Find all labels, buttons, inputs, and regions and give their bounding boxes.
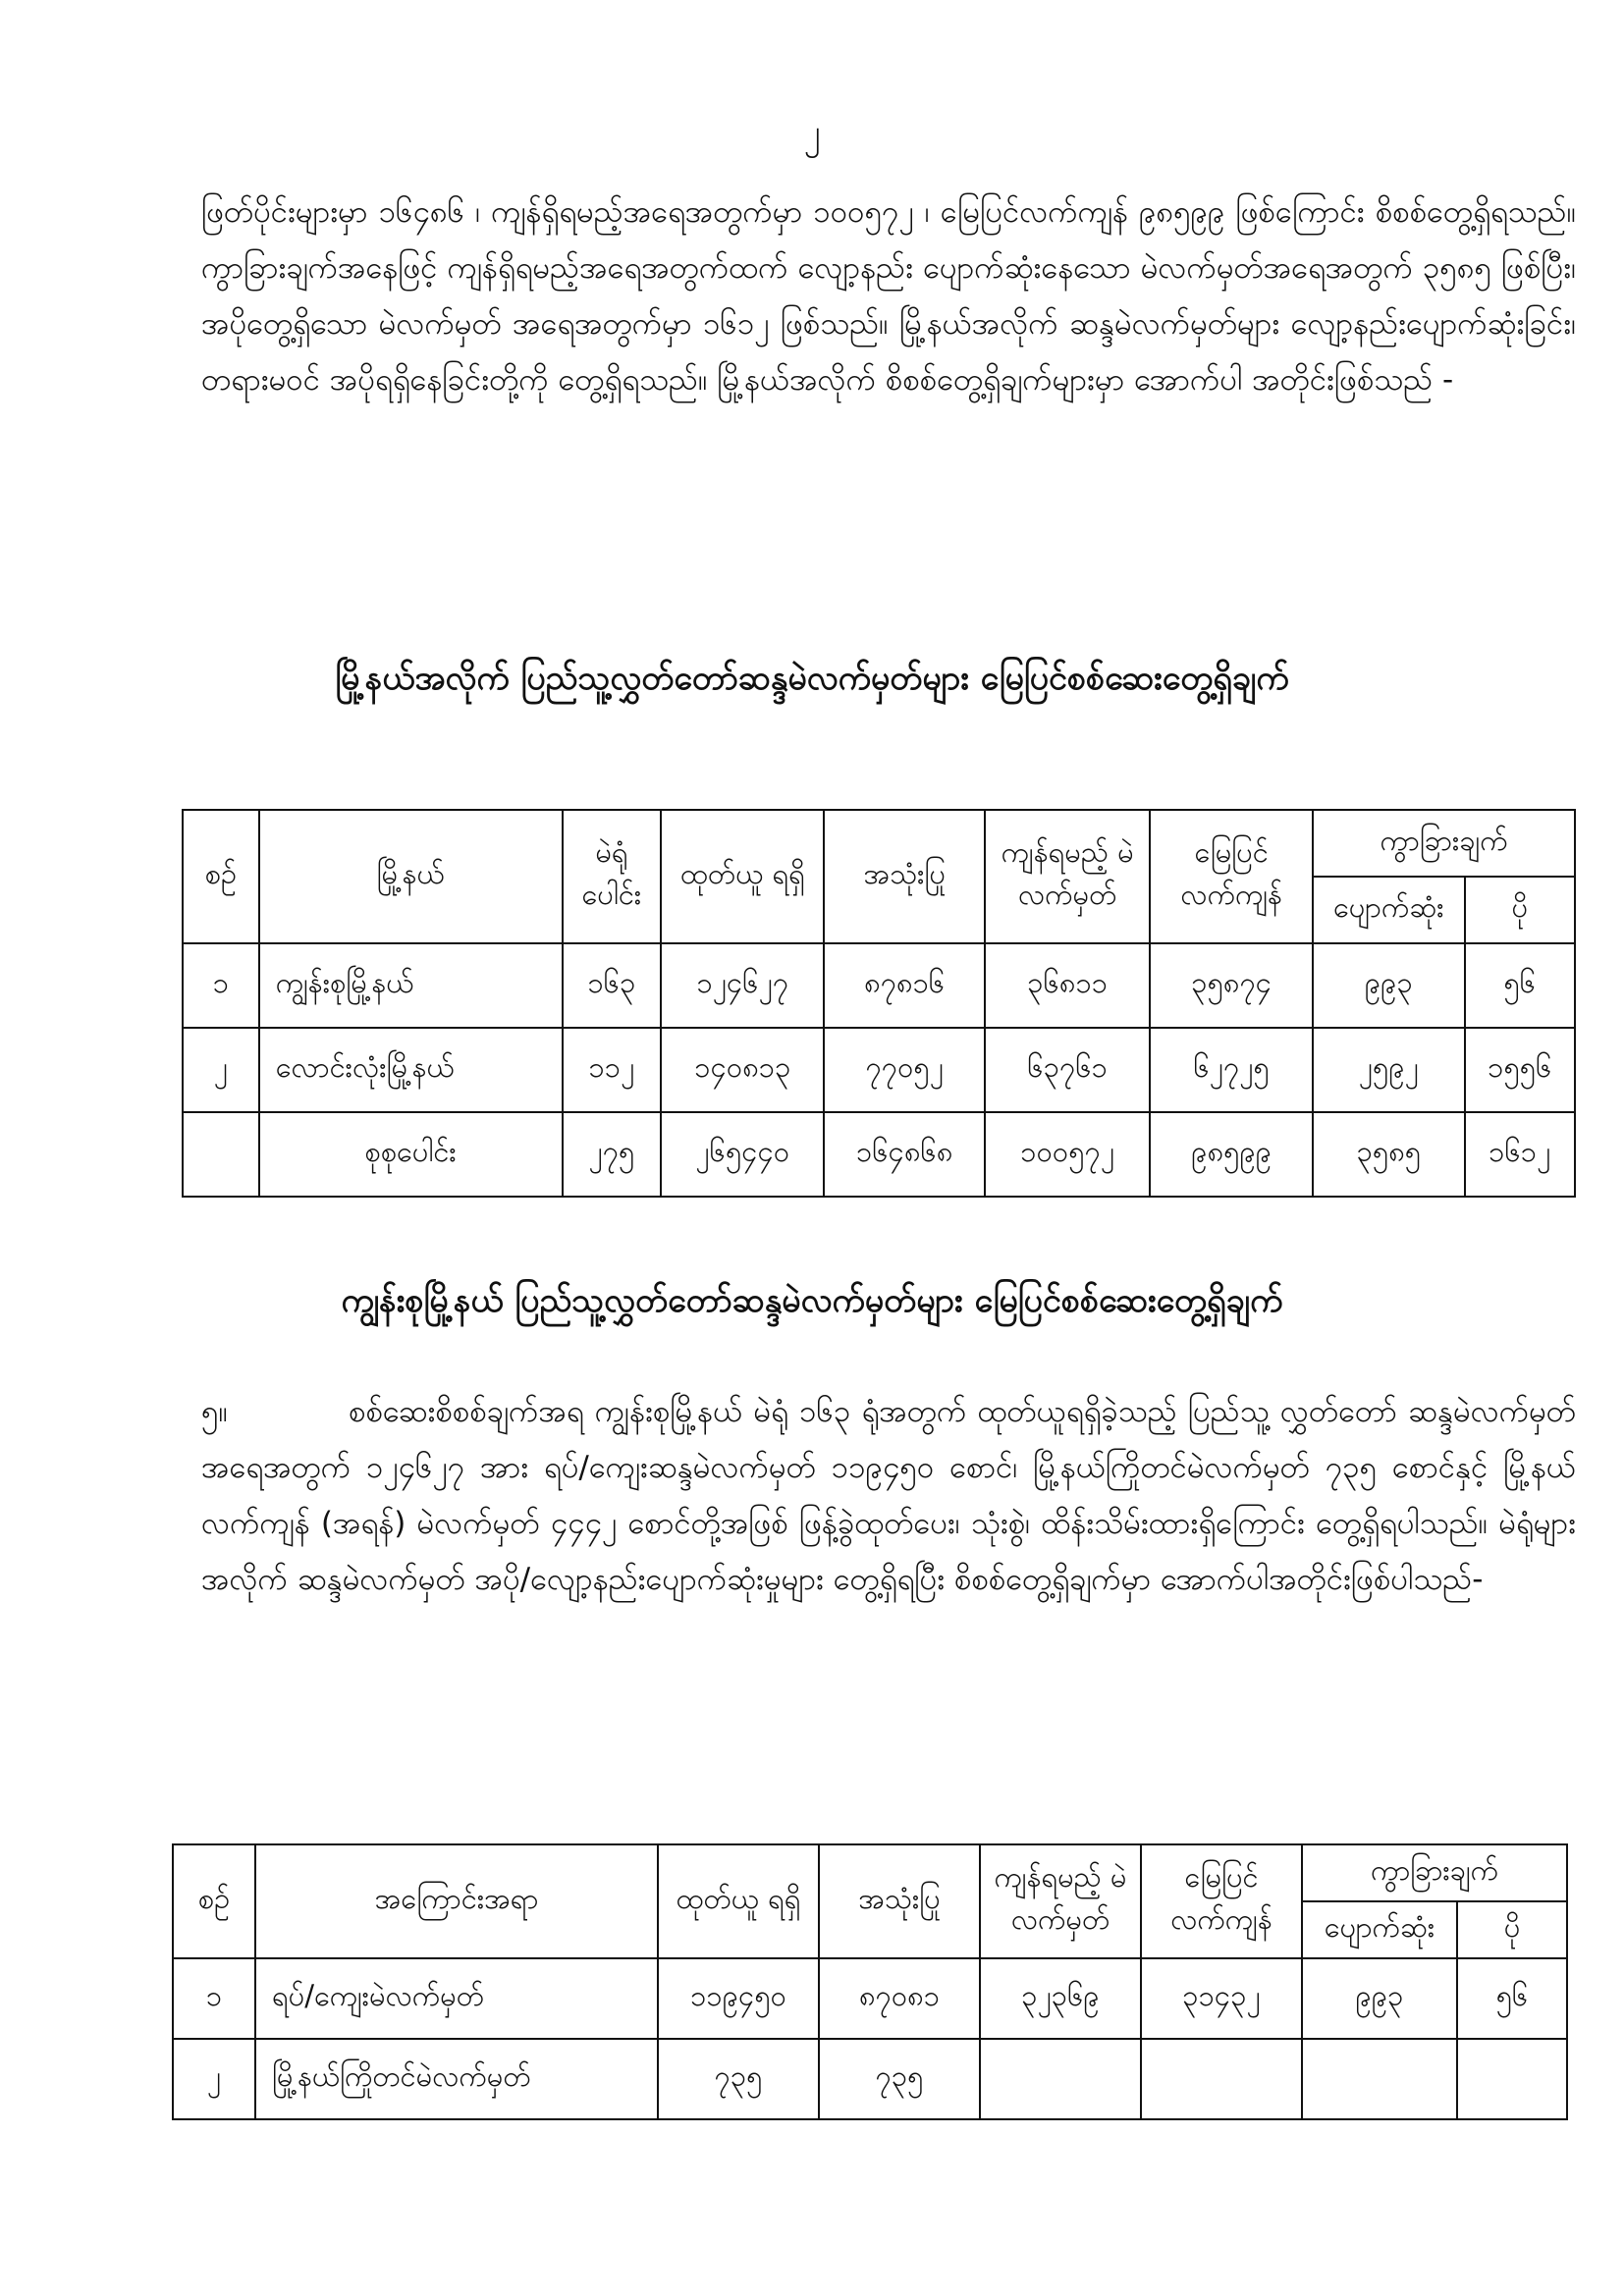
col-header-no: စဉ် <box>173 1844 255 1958</box>
table-total-row <box>183 1112 1575 1197</box>
cell-lost: ၉၉၃ <box>1313 943 1464 1028</box>
cell-should-remain: ၃၆၈၁၁ <box>985 943 1150 1028</box>
cell-extra <box>1457 2039 1567 2119</box>
intro-paragraph <box>201 185 1576 408</box>
col-header-ground-remaining: မြေပြင် လက်ကျန် <box>1150 810 1313 943</box>
col-header-should-remain: ကျန်ရမည့် မဲလက်မှတ် <box>985 810 1150 943</box>
paragraph-number: ၅။ <box>201 1394 228 1429</box>
col-header-received: ထုတ်ယူ ရရှိ <box>658 1844 819 1958</box>
cell-no: ၁ <box>183 943 259 1028</box>
cell-lost: ၂၅၉၂ <box>1313 1028 1464 1112</box>
table-row <box>183 943 1575 1028</box>
cell-extra: ၅၆ <box>1457 1958 1567 2039</box>
cell-total-label: စုစုပေါင်း <box>259 1112 563 1197</box>
col-header-description: အကြောင်းအရာ <box>255 1844 658 1958</box>
cell-ground-remaining: ၆၂၇၂၅ <box>1150 1028 1313 1112</box>
cell-used: ၁၆၄၈၆၈ <box>824 1112 985 1197</box>
cell-no: ၁ <box>173 1958 255 2039</box>
col-header-extra: ပို <box>1465 877 1575 943</box>
cell-ground-remaining: ၉၈၅၉၉ <box>1150 1112 1313 1197</box>
kyunsu-table-heading: ကျွန်းစုမြို့နယ် ပြည်သူ့လွှတ်တော်ဆန္ဒမဲလက်မှတ်များ မြေပြင်စစ်ဆေးတွေ့ရှိချက် <box>341 1281 1283 1320</box>
section-5-paragraph <box>201 1384 1576 1608</box>
col-header-used: အသုံးပြု <box>819 1844 980 1958</box>
table-header-row <box>183 810 1575 877</box>
cell-received: ၁၂၄၆၂၇ <box>661 943 824 1028</box>
intro-paragraph-text: ဖြတ်ပိုင်းများမှာ ၁၆၄၈၆ ၊ ကျန်ရှိရမည့်အရေအတွက်မှာ ၁၀၀၅၇၂ ၊ မြေပြင်လက်ကျန် ၉၈၅၉၉ ဖြစ်ကြောင်း စိစစ်တွေ့ရှိရသည်။ ကွာခြားချက်အနေဖြင့် ကျန်ရှိရမည့်အရေအတွက်ထက် လျော့နည်း ပျောက်ဆုံးနေသော မဲလက်မှတ်အရေအတွက် ၃၅၈၅ ဖြစ်ပြီး၊ အပိုတွေ့ရှိသော မဲလက်မှတ် အရေအတွက်မှာ ၁၆၁၂ ဖြစ်သည်။ မြို့နယ်အလိုက် ဆန္ဒမဲလက်မှတ်များ လျော့နည်းပျောက်ဆုံးခြင်း၊ တရားမဝင် အပိုရရှိနေခြင်းတို့ကို တွေ့ရှိရသည်။ မြို့နယ်အလိုက် စိစစ်တွေ့ရှိချက်များမှာ အောက်ပါ အတိုင်းဖြစ်သည် - <box>201 194 1576 398</box>
cell-used: ၇၃၅ <box>819 2039 980 2119</box>
kyunsu-ballot-table <box>172 1843 1568 2120</box>
township-table-heading: မြို့နယ်အလိုက် ပြည်သူ့လွှတ်တော်ဆန္ဒမဲလက်မှတ်များ မြေပြင်စစ်ဆေးတွေ့ရှိချက် <box>335 659 1289 698</box>
cell-used: ၇၇၀၅၂ <box>824 1028 985 1112</box>
cell-lost: ၃၅၈၅ <box>1313 1112 1464 1197</box>
table-row <box>173 2039 1567 2119</box>
cell-extra: ၁၆၁၂ <box>1465 1112 1575 1197</box>
page-number: ၂ <box>803 113 821 152</box>
cell-extra: ၁၅၅၆ <box>1465 1028 1575 1112</box>
col-header-extra: ပို <box>1457 1901 1567 1958</box>
cell-no <box>183 1112 259 1197</box>
cell-stations: ၁၆၃ <box>563 943 662 1028</box>
table-row <box>173 1958 1567 2039</box>
col-header-difference: ကွာခြားချက် <box>1302 1844 1567 1901</box>
cell-stations: ၂၇၅ <box>563 1112 662 1197</box>
cell-ground-remaining: ၃၅၈၇၄ <box>1150 943 1313 1028</box>
cell-should-remain <box>980 2039 1141 2119</box>
cell-received: ၂၆၅၄၄၀ <box>661 1112 824 1197</box>
col-header-received: ထုတ်ယူ ရရှိ <box>661 810 824 943</box>
col-header-lost: ပျောက်ဆုံး <box>1313 877 1464 943</box>
table-header-row <box>173 1844 1567 1901</box>
cell-township: လောင်းလုံးမြို့နယ် <box>259 1028 563 1112</box>
cell-description: ရပ်/ကျေးမဲလက်မှတ် <box>255 1958 658 2039</box>
cell-used: ၈၇၈၁၆ <box>824 943 985 1028</box>
col-header-township: မြို့နယ် <box>259 810 563 943</box>
cell-description: မြို့နယ်ကြိုတင်မဲလက်မှတ် <box>255 2039 658 2119</box>
township-summary-table <box>182 809 1576 1198</box>
cell-should-remain: ၃၂၃၆၉ <box>980 1958 1141 2039</box>
cell-should-remain: ၆၃၇၆၁ <box>985 1028 1150 1112</box>
cell-received: ၁၁၉၄၅၀ <box>658 1958 819 2039</box>
cell-extra: ၅၆ <box>1465 943 1575 1028</box>
cell-no: ၂ <box>173 2039 255 2119</box>
cell-used: ၈၇၀၈၁ <box>819 1958 980 2039</box>
cell-should-remain: ၁၀၀၅၇၂ <box>985 1112 1150 1197</box>
col-header-lost: ပျောက်ဆုံး <box>1302 1901 1457 1958</box>
cell-ground-remaining: ၃၁၄၃၂ <box>1141 1958 1302 2039</box>
col-header-should-remain: ကျန်ရမည့် မဲလက်မှတ် <box>980 1844 1141 1958</box>
table-row <box>183 1028 1575 1112</box>
cell-stations: ၁၁၂ <box>563 1028 662 1112</box>
cell-lost <box>1302 2039 1457 2119</box>
cell-township: ကျွန်းစုမြို့နယ် <box>259 943 563 1028</box>
col-header-used: အသုံးပြု <box>824 810 985 943</box>
cell-received: ၁၄၀၈၁၃ <box>661 1028 824 1112</box>
col-header-ground-remaining: မြေပြင် လက်ကျန် <box>1141 1844 1302 1958</box>
col-header-difference: ကွာခြားချက် <box>1313 810 1575 877</box>
cell-ground-remaining <box>1141 2039 1302 2119</box>
cell-no: ၂ <box>183 1028 259 1112</box>
col-header-no: စဉ် <box>183 810 259 943</box>
col-header-stations: မဲရုံ ပေါင်း <box>563 810 662 943</box>
section-5-text: စစ်ဆေးစိစစ်ချက်အရ ကျွန်းစုမြို့နယ် မဲရုံ ၁၆၃ ရုံအတွက် ထုတ်ယူရရှိခဲ့သည့် ပြည်သူ့ လွှတ်တော် ဆန္ဒမဲလက်မှတ်အရေအတွက် ၁၂၄၆၂၇ အား ရပ်/ကျေးဆန္ဒမဲလက်မှတ် ၁၁၉၄၅၀ စောင်၊ မြို့နယ်ကြိုတင်မဲလက်မှတ် ၇၃၅ စောင်နှင့် မြို့နယ်လက်ကျန် (အရန်) မဲလက်မှတ် ၄၄၄၂ စောင်တို့အဖြစ် ဖြန့်ခွဲထုတ်ပေး၊ သုံးစွဲ၊ ထိန်းသိမ်းထားရှိကြောင်း တွေ့ရှိရပါသည်။ မဲရုံများအလိုက် ဆန္ဒမဲလက်မှတ် အပို/လျော့နည်းပျောက်ဆုံးမှုများ တွေ့ရှိရပြီး စိစစ်တွေ့ရှိချက်မှာ အောက်ပါအတိုင်းဖြစ်ပါသည်- <box>201 1394 1576 1597</box>
cell-lost: ၉၉၃ <box>1302 1958 1457 2039</box>
cell-received: ၇၃၅ <box>658 2039 819 2119</box>
